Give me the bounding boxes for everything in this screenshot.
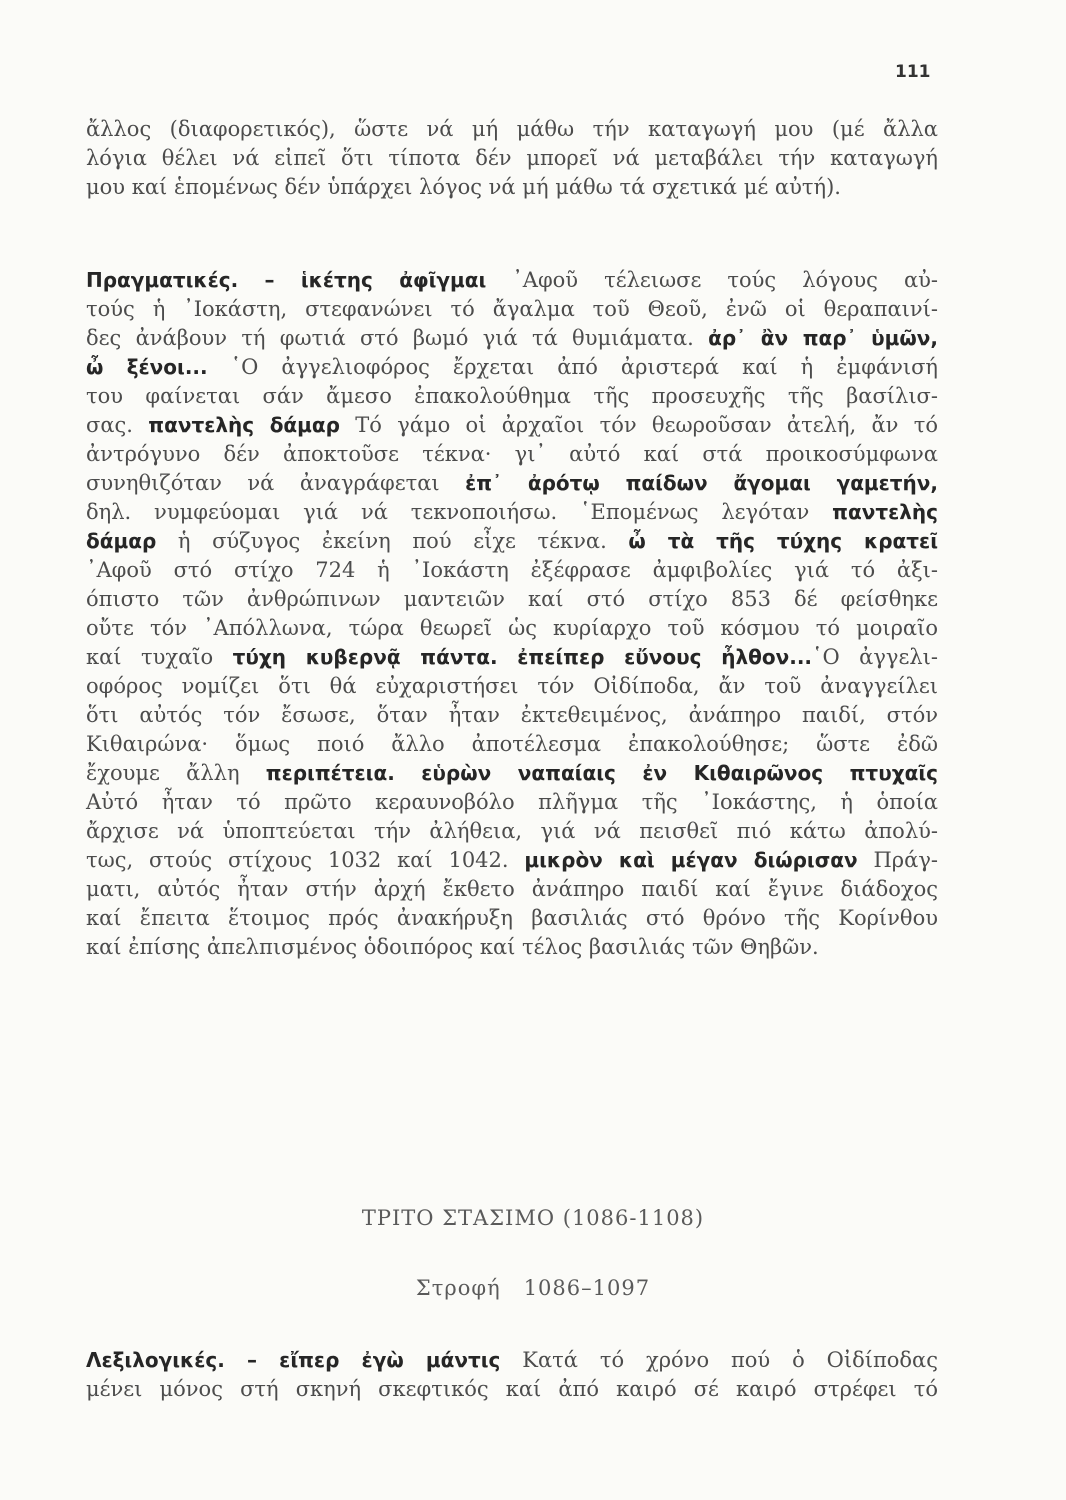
text-line	[86, 759, 938, 788]
text-run: του φαίνεται σάν ἄμεσο ἐπακολούθημα τῆς προσευχῆς τῆς βασίλισ-	[86, 384, 938, 408]
text-run: δες ἀνάβουν τή φωτιά στό βωμό γιά τά θυμιάματα.	[86, 326, 709, 350]
page-number: 111	[895, 62, 931, 82]
text-line	[86, 173, 938, 202]
bold-lemma: δάμαρ	[86, 529, 157, 553]
paragraph-1	[86, 115, 938, 202]
text-line	[86, 672, 938, 701]
text-line	[86, 585, 938, 614]
text-line	[86, 933, 938, 962]
bold-lemma: ὦ τὰ τῆς τύχης κρατεῖ	[628, 529, 938, 553]
bold-lemma: τύχη κυβερνᾷ πάντα. ἐπείπερ εὔνους ἦλθον...	[232, 645, 813, 669]
text-line	[86, 1375, 938, 1404]
text-run: ματι, αὐτός ἦταν στήν ἀρχή ἔκθετο ἀνάπηρο παιδί καί ἔγινε διάδοχος	[86, 877, 938, 901]
text-run: σας.	[86, 413, 149, 437]
text-line	[86, 614, 938, 643]
text-run: τως, στούς στίχους 1032 καί 1042.	[86, 848, 525, 872]
text-run: καί τυχαῖο	[86, 645, 233, 669]
bold-lemma: μικρὸν καὶ μέγαν διώρισαν	[524, 848, 858, 872]
text-run: ὅτι αὐτός τόν ἔσωσε, ὅταν ἦταν ἐκτεθειμένος, ἀνάπηρο παιδί, στόν	[86, 703, 938, 727]
text-run: καί ἐπίσης ἀπελπισμένος ὁδοιπόρος καί τέλος βασιλιάς τῶν Θηβῶν.	[86, 935, 819, 959]
text-run: μένει μόνος στή σκηνή σκεφτικός καί ἀπό καιρό σέ καιρό στρέφει τό	[86, 1377, 938, 1401]
text-line	[86, 266, 938, 295]
text-run: ἄλλος (διαφορετικός), ὥστε νά μή μάθω τήν καταγωγή μου (μέ ἄλλα	[86, 117, 938, 141]
text-line	[86, 411, 938, 440]
text-line	[86, 1346, 938, 1375]
text-line	[86, 498, 938, 527]
text-run: Αὐτό ἦταν τό πρῶτο κεραυνοβόλο πλῆγμα τῆς ᾽Ιοκάστης, ἡ ὁποία	[86, 790, 938, 814]
text-run: τούς ἡ ᾽Ιοκάστη, στεφανώνει τό ἄγαλμα τοῦ Θεοῦ, ἐνῶ οἱ θεραπαινί-	[86, 297, 938, 321]
text-run: ἔχουμε ἄλλη	[86, 761, 266, 785]
text-run: Πράγ-	[857, 848, 938, 872]
bold-lemma: ὦ ξένοι...	[86, 355, 208, 379]
text-run: Κιθαιρώνα· ὅμως ποιό ἄλλο ἀποτέλεσμα ἐπακολούθησε; ὥστε ἐδῶ	[86, 732, 938, 756]
text-run: οὔτε τόν ᾽Απόλλωνα, τώρα θεωρεῖ ὡς κυρίαρχο τοῦ κόσμου τό μοιραῖο	[86, 616, 938, 640]
bold-lemma: παντελὴς	[832, 500, 938, 524]
bold-lemma: παντελὴς δάμαρ	[148, 413, 340, 437]
text-line	[86, 382, 938, 411]
text-line	[86, 556, 938, 585]
text-line	[86, 846, 938, 875]
text-run: ᾽Αφοῦ τέλειωσε τούς λόγους αὐ-	[486, 268, 938, 292]
text-line	[86, 701, 938, 730]
text-line	[86, 115, 938, 144]
text-line	[86, 817, 938, 846]
paragraph-3	[86, 1346, 938, 1404]
section-subtitle: Στροφή 1086–1097	[415, 1276, 651, 1300]
text-run: ῾Ο ἀγγελι-	[812, 645, 938, 669]
text-run: όπιστο τῶν ἀνθρώπινων μαντειῶν καί στό στίχο 853 δέ φείσθηκε	[86, 587, 938, 611]
text-run: Κατά τό χρόνο πού ὁ Οἰδίποδας	[500, 1348, 938, 1372]
text-run: μου καί ἑπομένως δέν ὑπάρχει λόγος νά μή μάθω τά σχετικά μέ αὐτή).	[86, 175, 841, 199]
text-line	[86, 904, 938, 933]
text-run: δηλ. νυμφεύομαι γιά νά τεκνοποιήσω. ῾Επομένως λεγόταν	[86, 500, 833, 524]
text-line	[86, 643, 938, 672]
text-line	[86, 353, 938, 382]
text-line	[86, 875, 938, 904]
bold-lemma: Πραγματικές. – ἱκέτης ἀφῖγμαι	[86, 268, 487, 292]
bold-lemma: Λεξιλογικές. – εἴπερ ἐγὼ μάντις	[86, 1348, 501, 1372]
text-line	[86, 324, 938, 353]
text-run: καί ἔπειτα ἕτοιμος πρός ἀνακήρυξη βασιλιάς στό θρόνο τῆς Κορίνθου	[86, 906, 938, 930]
bold-lemma: ἐπ᾽ ἀρότῳ παίδων ἄγομαι γαμετήν,	[465, 471, 939, 495]
text-run: ᾽Αφοῦ στό στίχο 724 ἡ ᾽Ιοκάστη ἐξέφρασε ἀμφιβολίες γιά τό ἀξι-	[86, 558, 938, 582]
text-run: ἄρχισε νά ὑποπτεύεται τήν ἀλήθεια, γιά νά πεισθεῖ πιό κάτω ἀπολύ-	[86, 819, 938, 843]
text-run: λόγια θέλει νά εἰπεῖ ὅτι τίποτα δέν μπορεῖ νά μεταβάλει τήν καταγωγή	[86, 146, 938, 170]
section-title: ΤΡΙΤΟ ΣΤΑΣΙΜΟ (1086-1108)	[361, 1206, 705, 1230]
text-run: Τό γάμο οἱ ἀρχαῖοι τόν θεωροῦσαν ἀτελή, ἄν τό	[339, 413, 938, 437]
text-line	[86, 144, 938, 173]
text-line	[86, 440, 938, 469]
text-line	[86, 730, 938, 759]
text-run: ἡ σύζυγος ἐκείνη πού εἶχε τέκνα.	[156, 529, 629, 553]
bold-lemma: ἀρ᾽ ἂν παρ᾽ ὑμῶν,	[708, 326, 938, 350]
text-line	[86, 527, 938, 556]
text-run: συνηθιζόταν νά ἀναγράφεται	[86, 471, 466, 495]
bold-lemma: περιπέτεια. εὑρὼν ναπαίαις ἐν Κιθαιρῶνος πτυχαῖς	[265, 761, 938, 785]
text-line	[86, 788, 938, 817]
text-run: οφόρος νομίζει ὅτι θά εὐχαριστήσει τόν Οἰδίποδα, ἄν τοῦ ἀναγγείλει	[86, 674, 938, 698]
text-run: ῾Ο ἀγγελιοφόρος ἔρχεται ἀπό ἀριστερά καί ἡ ἐμφάνισή	[207, 355, 938, 379]
paragraph-2	[86, 266, 938, 962]
text-line	[86, 469, 938, 498]
text-run: ἀντρόγυνο δέν ἀποκτοῦσε τέκνα· γι᾽ αὐτό καί στά προικοσύμφωνα	[86, 442, 938, 466]
text-line	[86, 295, 938, 324]
